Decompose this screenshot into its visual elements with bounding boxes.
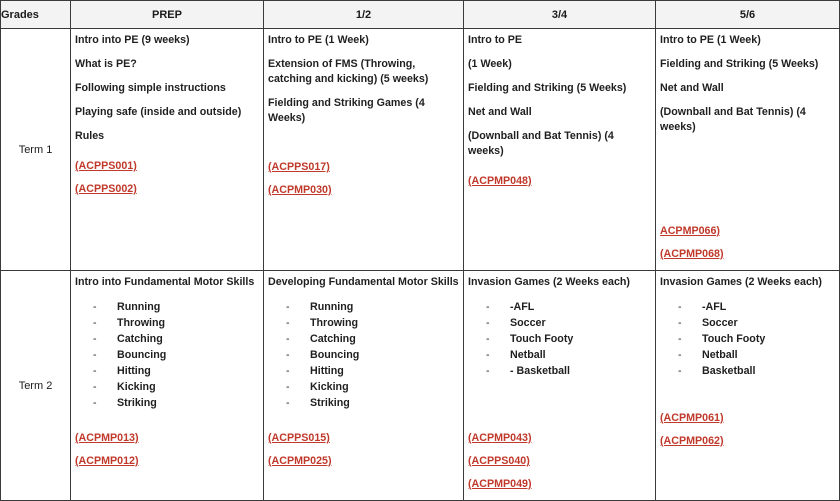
header-5-6: 5/6 (656, 1, 840, 29)
list-item: - Catching (286, 331, 459, 347)
spacer (660, 389, 835, 411)
list-item: - Soccer (678, 315, 835, 331)
header-1-2: 1/2 (264, 1, 464, 29)
curriculum-code-link[interactable]: (ACPMP061) (660, 412, 724, 424)
table-cell (464, 271, 656, 501)
list-item: - -AFL (678, 299, 835, 315)
list-item: - Running (286, 299, 459, 315)
cell-text: Invasion Games (2 Weeks each) (468, 276, 630, 288)
curriculum-code-link[interactable]: (ACPMP012) (75, 455, 139, 467)
cell-text: What is PE? (75, 58, 137, 70)
cell-text: Invasion Games (2 Weeks each) (660, 276, 822, 288)
curriculum-code-link[interactable]: (ACPPS015) (268, 432, 330, 444)
list-item: - Netball (486, 347, 651, 363)
cell-text: Net and Wall (468, 106, 532, 118)
cell-text: Intro into Fundamental Motor Skills (75, 276, 255, 288)
term-row (1, 29, 840, 271)
curriculum-code-link[interactable]: (ACPMP049) (468, 478, 532, 490)
curriculum-code-link[interactable]: (ACPPS002) (75, 183, 137, 195)
skills-list (660, 299, 835, 379)
header-row (1, 1, 840, 29)
list-item: - -AFL (486, 299, 651, 315)
curriculum-code-link[interactable]: (ACPMP013) (75, 432, 139, 444)
table-cell (464, 29, 656, 271)
skills-list (268, 299, 459, 411)
spacer (268, 421, 459, 431)
cell-text: Playing safe (inside and outside) (75, 106, 242, 118)
spacer (468, 389, 651, 431)
spacer (660, 144, 835, 224)
header-3-4: 3/4 (464, 1, 656, 29)
table-cell (656, 271, 840, 501)
curriculum-code-link[interactable]: (ACPMP030) (268, 184, 332, 196)
skills-list (468, 299, 651, 379)
curriculum-code-link[interactable]: (ACPMP068) (660, 248, 724, 260)
cell-text: Developing Fundamental Motor Skills (268, 276, 459, 288)
cell-text: Following simple instructions (75, 82, 226, 94)
curriculum-code-link[interactable]: (ACPPS017) (268, 161, 330, 173)
spacer (268, 135, 459, 160)
cell-text: Net and Wall (660, 82, 724, 94)
list-item: - Kicking (93, 379, 259, 395)
cell-text: (Downball and Bat Tennis) (4 weeks) (468, 130, 614, 157)
cell-text: Fielding and Striking (5 Weeks) (660, 58, 819, 70)
cell-text: (1 Week) (468, 58, 512, 70)
list-item: - Striking (93, 395, 259, 411)
cell-text: Intro to PE (1 Week) (268, 34, 369, 46)
cell-text: Intro to PE (1 Week) (660, 34, 761, 46)
list-item: - Throwing (286, 315, 459, 331)
cell-text: Extension of FMS (Throwing, catching and kicking) (5 weeks) (268, 58, 429, 85)
cell-text: Fielding and Striking Games (4 Weeks) (268, 97, 425, 124)
table-cell (264, 271, 464, 501)
list-item: - Basketball (678, 363, 835, 379)
curriculum-code-link[interactable]: (ACPMP025) (268, 455, 332, 467)
list-item: - Running (93, 299, 259, 315)
header-prep: PREP (71, 1, 264, 29)
curriculum-code-link[interactable]: (ACPMP062) (660, 435, 724, 447)
table-cell (264, 29, 464, 271)
curriculum-code-link[interactable]: (ACPMP043) (468, 432, 532, 444)
list-item: - Touch Footy (678, 331, 835, 347)
list-item: - Bouncing (93, 347, 259, 363)
list-item: - Hitting (286, 363, 459, 379)
skills-list (75, 299, 259, 411)
list-item: - Netball (678, 347, 835, 363)
curriculum-code-link[interactable]: (ACPPS040) (468, 455, 530, 467)
term-row (1, 271, 840, 501)
list-item: - Catching (93, 331, 259, 347)
list-item: - - Basketball (486, 363, 651, 379)
curriculum-code-link[interactable]: (ACPPS001) (75, 160, 137, 172)
term-label: Term 2 (1, 271, 71, 501)
list-item: - Touch Footy (486, 331, 651, 347)
table-cell (656, 29, 840, 271)
list-item: - Soccer (486, 315, 651, 331)
cell-text: Intro into PE (9 weeks) (75, 34, 190, 46)
list-item: - Kicking (286, 379, 459, 395)
header-grades: Grades (1, 1, 71, 29)
list-item: - Hitting (93, 363, 259, 379)
cell-text: Intro to PE (468, 34, 523, 46)
list-item: - Throwing (93, 315, 259, 331)
list-item: - Bouncing (286, 347, 459, 363)
cell-text: Fielding and Striking (5 Weeks) (468, 82, 627, 94)
cell-text: (Downball and Bat Tennis) (4 weeks) (660, 106, 806, 133)
cell-text: Rules (75, 130, 105, 142)
spacer (75, 421, 259, 431)
curriculum-code-link[interactable]: (ACPMP048) (468, 175, 532, 187)
table-cell (71, 271, 264, 501)
curriculum-code-link[interactable]: ACPMP066) (660, 225, 720, 237)
table-cell (71, 29, 264, 271)
list-item: - Striking (286, 395, 459, 411)
term-label: Term 1 (1, 29, 71, 271)
